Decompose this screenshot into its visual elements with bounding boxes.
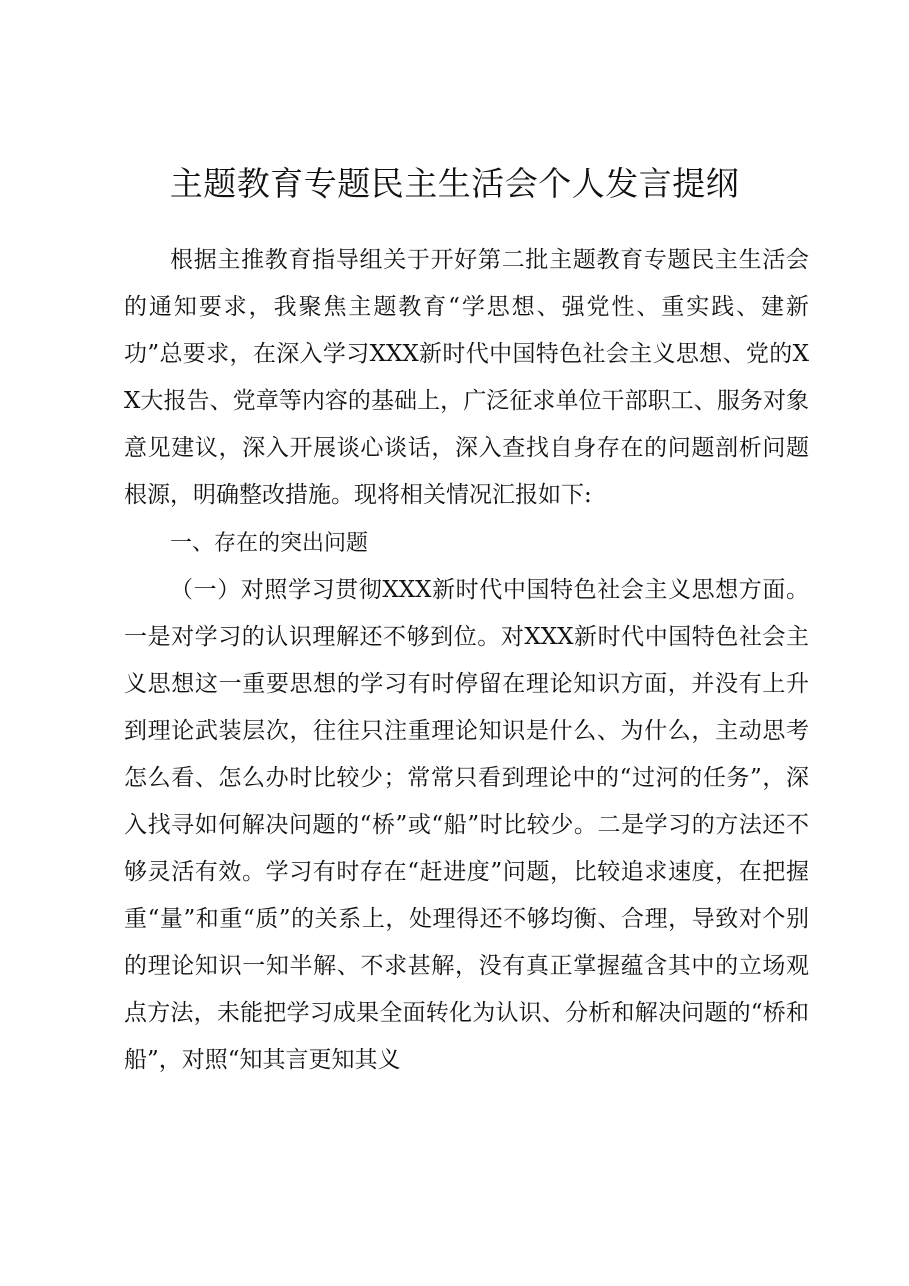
section-heading: 一、存在的突出问题 bbox=[170, 531, 369, 556]
document-title: 主题教育专题民主生活会个人发言提纲 bbox=[169, 164, 740, 203]
intro-paragraph: 根据主推教育指导组关于开好第二批主题教育专题民主生活会的通知要求，我聚焦主题教育“学思想、强党性、重实践、建新功”总要求，在深入学习XXX新时代中国特色社会主义思想、党的XX大报告、党章等内容的基础上，广泛征求单位干部职工、服务对象意见建议，深入开展谈心谈话，深入查找自身存在的问题剖析问题根源，明确整改措施。现将相关情况汇报如下: bbox=[124, 247, 809, 508]
section-paragraph: （一）对照学习贯彻XXX新时代中国特色社会主义思想方面。一是对学习的认识理解还不够到位。对XXX新时代中国特色社会主义思想这一重要思想的学习有时停留在理论知识方面，并没有上升到理论武装层次，往往只注重理论知识是什么、为什么，主动思考怎么看、怎么办时比较少；常常只看到理论中的“过河的任务”，深入找寻如何解决问题的“桥”或“船”时比较少。二是学习的方法还不够灵活有效。学习有时存在“赶进度”问题，比较追求速度，在把握重“量”和重“质”的关系上，处理得还不够均衡、合理，导致对个别的理论知识一知半解、不求甚解，没有真正掌握蕴含其中的立场观点方法，未能把学习成果全面转化为认识、分析和解决问题的“桥和船”，对照“知其言更知其义 bbox=[124, 577, 809, 1073]
